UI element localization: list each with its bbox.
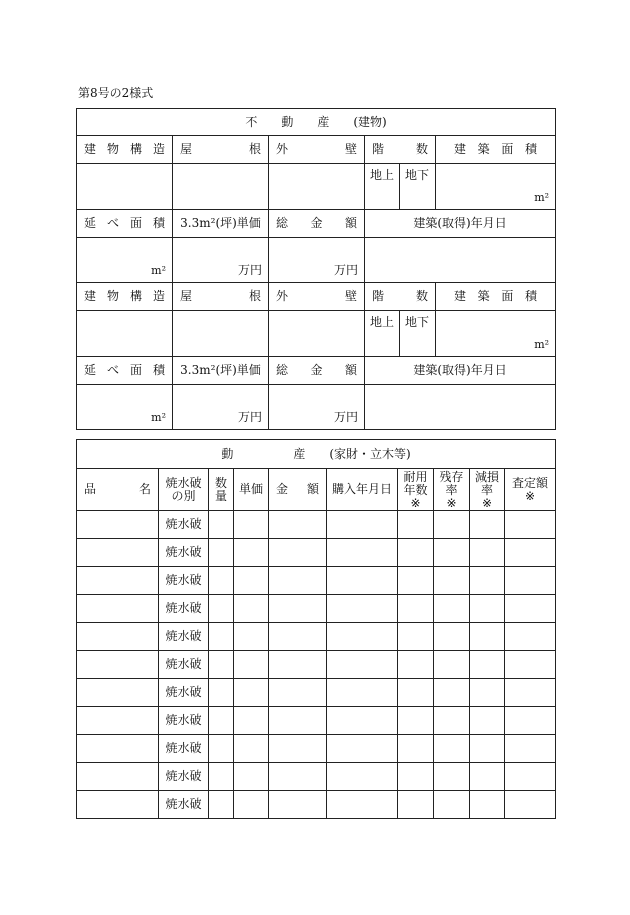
depreciation-rate-cell[interactable] [470,791,505,819]
unit-price-cell[interactable] [234,735,269,763]
below-ground-cell[interactable]: 地下 [400,164,436,210]
residual-rate-cell[interactable] [434,595,470,623]
table-row [77,679,556,707]
amount-cell[interactable] [269,651,327,679]
type-cell[interactable]: 焼水破 [159,651,209,679]
useful-life-cell[interactable] [398,539,434,567]
residual-rate-cell[interactable] [434,707,470,735]
item-cell[interactable] [77,791,159,819]
depreciation-rate-cell[interactable] [470,623,505,651]
useful-life-cell[interactable] [398,511,434,539]
structure-value[interactable] [77,311,173,357]
table-row [77,763,556,791]
assessed-amount-cell[interactable] [505,791,556,819]
item-cell[interactable] [77,679,159,707]
assessed-amount-cell[interactable] [505,651,556,679]
qty-cell[interactable] [209,651,234,679]
building-area-label: 建 築 面 積 [436,136,556,164]
floor-area-value[interactable]: m² [77,238,173,283]
unit-price-cell[interactable] [234,707,269,735]
table-row [77,511,556,539]
item-header: 品 名 [77,469,159,511]
useful-life-cell[interactable] [398,791,434,819]
amount-cell[interactable] [269,679,327,707]
above-ground-cell[interactable]: 地上 [365,164,400,210]
unit-price-cell[interactable] [234,763,269,791]
type-cell[interactable]: 焼水破 [159,511,209,539]
assessed-amount-cell[interactable] [505,539,556,567]
form-title: 第8号の2様式 [78,86,154,100]
qty-cell[interactable] [209,791,234,819]
useful-life-cell[interactable] [398,595,434,623]
purchase-date-cell[interactable] [327,791,398,819]
purchase-date-cell[interactable] [327,707,398,735]
above-ground-cell[interactable]: 地上 [365,311,400,357]
useful-life-cell[interactable] [398,735,434,763]
purchase-date-cell[interactable] [327,539,398,567]
amount-cell[interactable] [269,539,327,567]
purchase-date-header: 購入年月日 [327,469,398,511]
amount-cell[interactable] [269,735,327,763]
residual-rate-cell[interactable] [434,651,470,679]
realty-heading: 不 動 産 (建物) [77,109,556,136]
floor-area-value[interactable]: m² [77,385,173,430]
unit-price-label: 3.3m²(坪)単価 [173,357,269,385]
roof-label: 屋 根 [173,283,269,311]
depreciation-rate-cell[interactable] [470,651,505,679]
depreciation-rate-cell[interactable] [470,679,505,707]
unit-price-cell[interactable] [234,567,269,595]
item-cell[interactable] [77,595,159,623]
residual-rate-header: 残存 率 ※ [434,469,470,511]
wall-value[interactable] [269,311,365,357]
assessed-amount-header: 査定額 ※ [505,469,556,511]
built-date-label: 建築(取得)年月日 [365,210,556,238]
movable-heading: 動 産 (家財・立木等) [77,440,556,469]
unit-price-cell[interactable] [234,623,269,651]
table-row [77,623,556,651]
structure-label: 建 物 構 造 [77,136,173,164]
qty-header: 数 量 [209,469,234,511]
residual-rate-cell[interactable] [434,567,470,595]
type-cell[interactable]: 焼水破 [159,791,209,819]
purchase-date-cell[interactable] [327,763,398,791]
table-row [77,735,556,763]
qty-cell[interactable] [209,595,234,623]
movable-table [76,439,556,819]
purchase-date-cell[interactable] [327,735,398,763]
table-row [77,567,556,595]
assessed-amount-cell[interactable] [505,567,556,595]
depreciation-rate-cell[interactable] [470,511,505,539]
type-cell[interactable]: 焼水破 [159,707,209,735]
item-cell[interactable] [77,735,159,763]
item-cell[interactable] [77,539,159,567]
structure-label: 建 物 構 造 [77,283,173,311]
building-area-value[interactable]: m² [436,164,556,210]
floor-area-label: 延 べ 面 積 [77,357,173,385]
assessed-amount-cell[interactable] [505,735,556,763]
useful-life-cell[interactable] [398,567,434,595]
useful-life-header: 耐用 年数 ※ [398,469,434,511]
assessed-amount-cell[interactable] [505,595,556,623]
total-value[interactable]: 万円 [269,238,365,283]
floors-label: 階 数 [365,136,436,164]
item-cell[interactable] [77,707,159,735]
residual-rate-cell[interactable] [434,539,470,567]
realty-table [76,108,556,430]
depreciation-rate-cell[interactable] [470,539,505,567]
built-date-value[interactable] [365,385,556,430]
table-row [77,595,556,623]
type-cell[interactable]: 焼水破 [159,567,209,595]
table-row [77,651,556,679]
useful-life-cell[interactable] [398,651,434,679]
unit-price-cell[interactable] [234,679,269,707]
amount-header: 金 額 [269,469,327,511]
item-cell[interactable] [77,567,159,595]
residual-rate-cell[interactable] [434,623,470,651]
table-row [77,791,556,819]
total-label: 総 金 額 [269,210,365,238]
building-area-value[interactable]: m² [436,311,556,357]
purchase-date-cell[interactable] [327,595,398,623]
building-area-label: 建 築 面 積 [436,283,556,311]
amount-cell[interactable] [269,511,327,539]
type-cell[interactable]: 焼水破 [159,763,209,791]
built-date-value[interactable] [365,238,556,283]
residual-rate-cell[interactable] [434,511,470,539]
roof-value[interactable] [173,164,269,210]
below-ground-cell[interactable]: 地下 [400,311,436,357]
assessed-amount-cell[interactable] [505,679,556,707]
table-row [77,707,556,735]
depreciation-rate-cell[interactable] [470,735,505,763]
qty-cell[interactable] [209,763,234,791]
wall-value[interactable] [269,164,365,210]
unit-price-header: 単価 [234,469,269,511]
qty-cell[interactable] [209,679,234,707]
qty-cell[interactable] [209,707,234,735]
table-row [77,539,556,567]
item-cell[interactable] [77,763,159,791]
useful-life-cell[interactable] [398,679,434,707]
unit-price-cell[interactable] [234,539,269,567]
purchase-date-cell[interactable] [327,651,398,679]
type-cell[interactable]: 焼水破 [159,539,209,567]
structure-value[interactable] [77,164,173,210]
roof-value[interactable] [173,311,269,357]
unit-price-value[interactable]: 万円 [173,385,269,430]
amount-cell[interactable] [269,763,327,791]
floors-label: 階 数 [365,283,436,311]
depreciation-rate-cell[interactable] [470,567,505,595]
wall-label: 外 壁 [269,283,365,311]
depreciation-rate-header: 減損 率 ※ [470,469,505,511]
residual-rate-cell[interactable] [434,763,470,791]
qty-cell[interactable] [209,511,234,539]
amount-cell[interactable] [269,707,327,735]
assessed-amount-cell[interactable] [505,707,556,735]
floor-area-label: 延 べ 面 積 [77,210,173,238]
purchase-date-cell[interactable] [327,511,398,539]
type-cell[interactable]: 焼水破 [159,623,209,651]
depreciation-rate-cell[interactable] [470,595,505,623]
unit-price-cell[interactable] [234,791,269,819]
residual-rate-cell[interactable] [434,791,470,819]
unit-price-label: 3.3m²(坪)単価 [173,210,269,238]
built-date-label: 建築(取得)年月日 [365,357,556,385]
purchase-date-cell[interactable] [327,623,398,651]
qty-cell[interactable] [209,567,234,595]
purchase-date-cell[interactable] [327,679,398,707]
residual-rate-cell[interactable] [434,679,470,707]
amount-cell[interactable] [269,791,327,819]
type-cell[interactable]: 焼水破 [159,595,209,623]
useful-life-cell[interactable] [398,623,434,651]
amount-cell[interactable] [269,567,327,595]
useful-life-cell[interactable] [398,763,434,791]
assessed-amount-cell[interactable] [505,763,556,791]
unit-price-cell[interactable] [234,511,269,539]
type-header: 焼水破 の別 [159,469,209,511]
purchase-date-cell[interactable] [327,567,398,595]
unit-price-cell[interactable] [234,651,269,679]
assessed-amount-cell[interactable] [505,511,556,539]
residual-rate-cell[interactable] [434,735,470,763]
amount-cell[interactable] [269,595,327,623]
unit-price-value[interactable]: 万円 [173,238,269,283]
qty-cell[interactable] [209,735,234,763]
item-cell[interactable] [77,511,159,539]
qty-cell[interactable] [209,539,234,567]
roof-label: 屋 根 [173,136,269,164]
depreciation-rate-cell[interactable] [470,763,505,791]
item-cell[interactable] [77,623,159,651]
type-cell[interactable]: 焼水破 [159,679,209,707]
useful-life-cell[interactable] [398,707,434,735]
unit-price-cell[interactable] [234,595,269,623]
amount-cell[interactable] [269,623,327,651]
depreciation-rate-cell[interactable] [470,707,505,735]
type-cell[interactable]: 焼水破 [159,735,209,763]
total-value[interactable]: 万円 [269,385,365,430]
total-label: 総 金 額 [269,357,365,385]
item-cell[interactable] [77,651,159,679]
assessed-amount-cell[interactable] [505,623,556,651]
qty-cell[interactable] [209,623,234,651]
wall-label: 外 壁 [269,136,365,164]
